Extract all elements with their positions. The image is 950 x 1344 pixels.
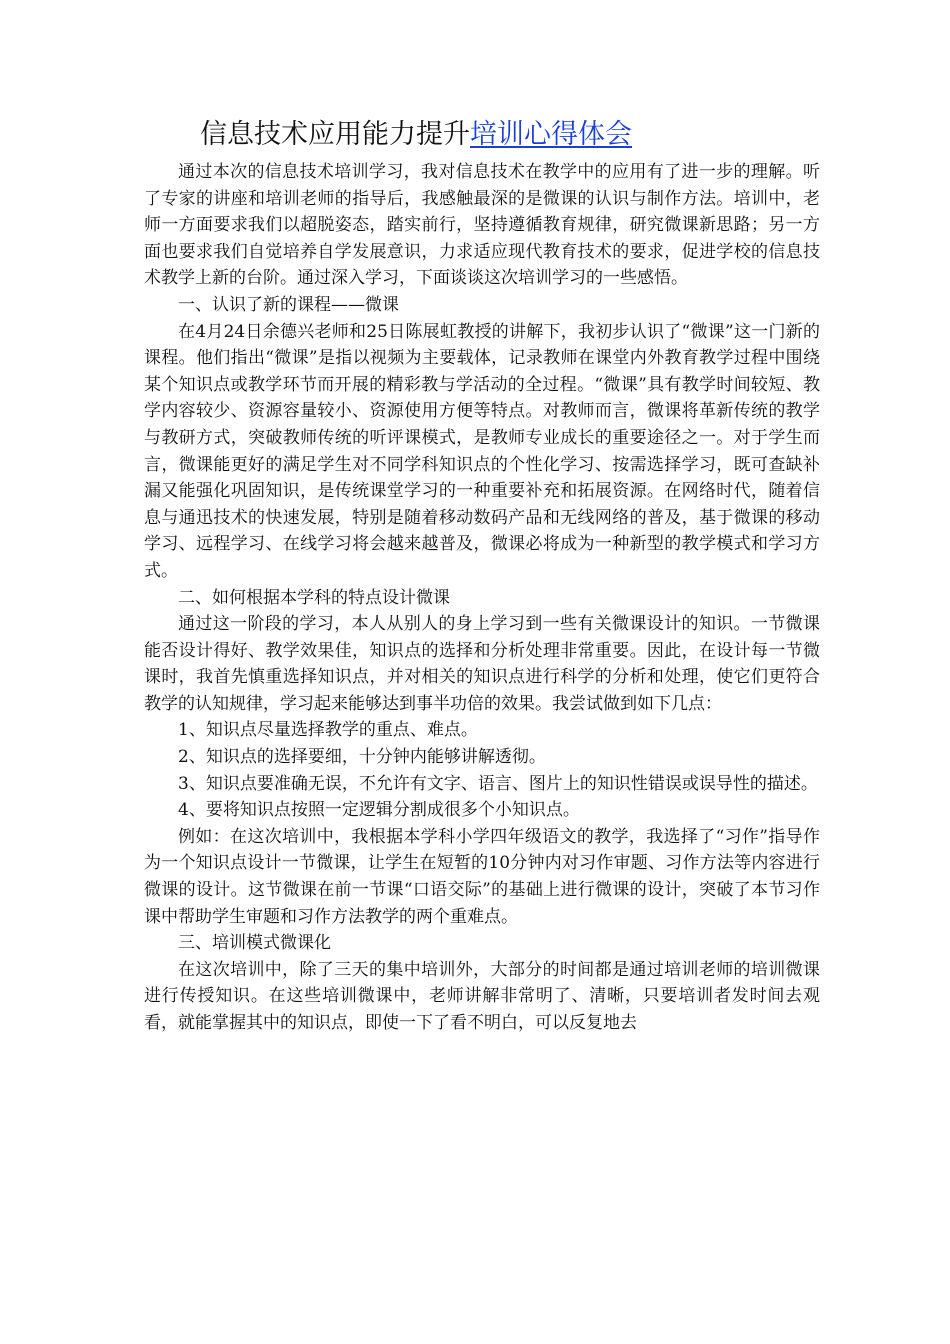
paragraph-intro: 通过本次的信息技术培训学习，我对信息技术在教学中的应用有了进一步的理解。听了专家的讲座和培训老师的指导后，我感触最深的是微课的认识与制作方法。培训中，老师一方面要求我们以超脱姿态，踏实前行，坚持遵循教育规律，研究微课新思路；另一方面也要求我们自觉培养自学发展意识，力求适应现代教育技术的要求，促进学校的信息技术教学上新的台阶。通过深入学习，下面谈谈这次培训学习的一些感悟。 (144, 162, 820, 289)
section-heading-3: 三、培训模式微课化 (178, 933, 331, 954)
section-heading-2: 二、如何根据本学科的特点设计微课 (178, 587, 450, 608)
document-body (144, 159, 820, 1037)
section-heading-1: 一、认识了新的课程——微课 (178, 294, 399, 315)
document-title (200, 117, 800, 153)
paragraph-section-2: 通过这一阶段的学习，本人从别人的身上学习到一些有关微课设计的知识。一节微课能否设计得好、教学效果佳，知识点的选择和分析处理非常重要。因此，在设计每一节微课时，我首先慎重选择知识点，并对相关的知识点进行科学的分析和处理，使它们更符合教学的认知规律，学习起来能够达到事半功倍的效果。我尝试做到如下几点： (144, 614, 820, 714)
list-item: 3、知识点要准确无误，不允许有文字、语言、图片上的知识性错误或误导性的描述。 (178, 773, 818, 794)
paragraph-section-1: 在4月24日余德兴老师和25日陈展虹教授的讲解下，我初步认识了“微课”这一门新的课程。他们指出“微课”是指以视频为主要载体，记录教师在课堂内外教育教学过程中围绕某个知识点或教学环节而开展的精彩教与学活动的全过程。“微课”具有教学时间较短、教学内容较少、资源容量较小、资源使用方便等特点。对教师而言，微课将革新传统的教学与教研方式，突破教师传统的听评课模式，是教师专业成长的重要途径之一。对于学生而言，微课能更好的满足学生对不同学科知识点的个性化学习、按需选择学习，既可查缺补漏又能强化巩固知识，是传统课堂学习的一种重要补充和拓展资源。在网络时代，随着信息与通迅技术的快速发展，特别是随着移动数码产品和无线网络的普及，基于微课的移动学习、远程学习、在线学习将会越来越普及，微课必将成为一种新型的教学模式和学习方式。 (144, 321, 820, 581)
title-text: 信息技术应用能力提升 (200, 119, 470, 150)
list-item: 4、要将知识点按照一定逻辑分割成很多个小知识点。 (178, 800, 580, 821)
list-item: 1、知识点尽量选择教学的重点、难点。 (178, 720, 478, 741)
paragraph-example: 例如：在这次培训中，我根据本学科小学四年级语文的教学，我选择了“习作”指导作为一个知识点设计一节微课，让学生在短暂的10分钟内对习作审题、习作方法等内容进行微课的设计。这节微课在前一节课“口语交际”的基础上进行微课的设计，突破了本节习作课中帮助学生审题和习作方法教学的两个重难点。 (144, 826, 820, 927)
list-item: 2、知识点的选择要细，十分钟内能够讲解透彻。 (178, 747, 546, 768)
title-link[interactable]: 培训心得体会 (470, 119, 632, 150)
paragraph-section-3: 在这次培训中，除了三天的集中培训外，大部分的时间都是通过培训老师的培训微课进行传授知识。在这些培训微课中，老师讲解非常明了、清晰，只要培训者发时间去观看，就能掌握其中的知识点，即使一下了看不明白，可以反复地去 (144, 959, 820, 1033)
